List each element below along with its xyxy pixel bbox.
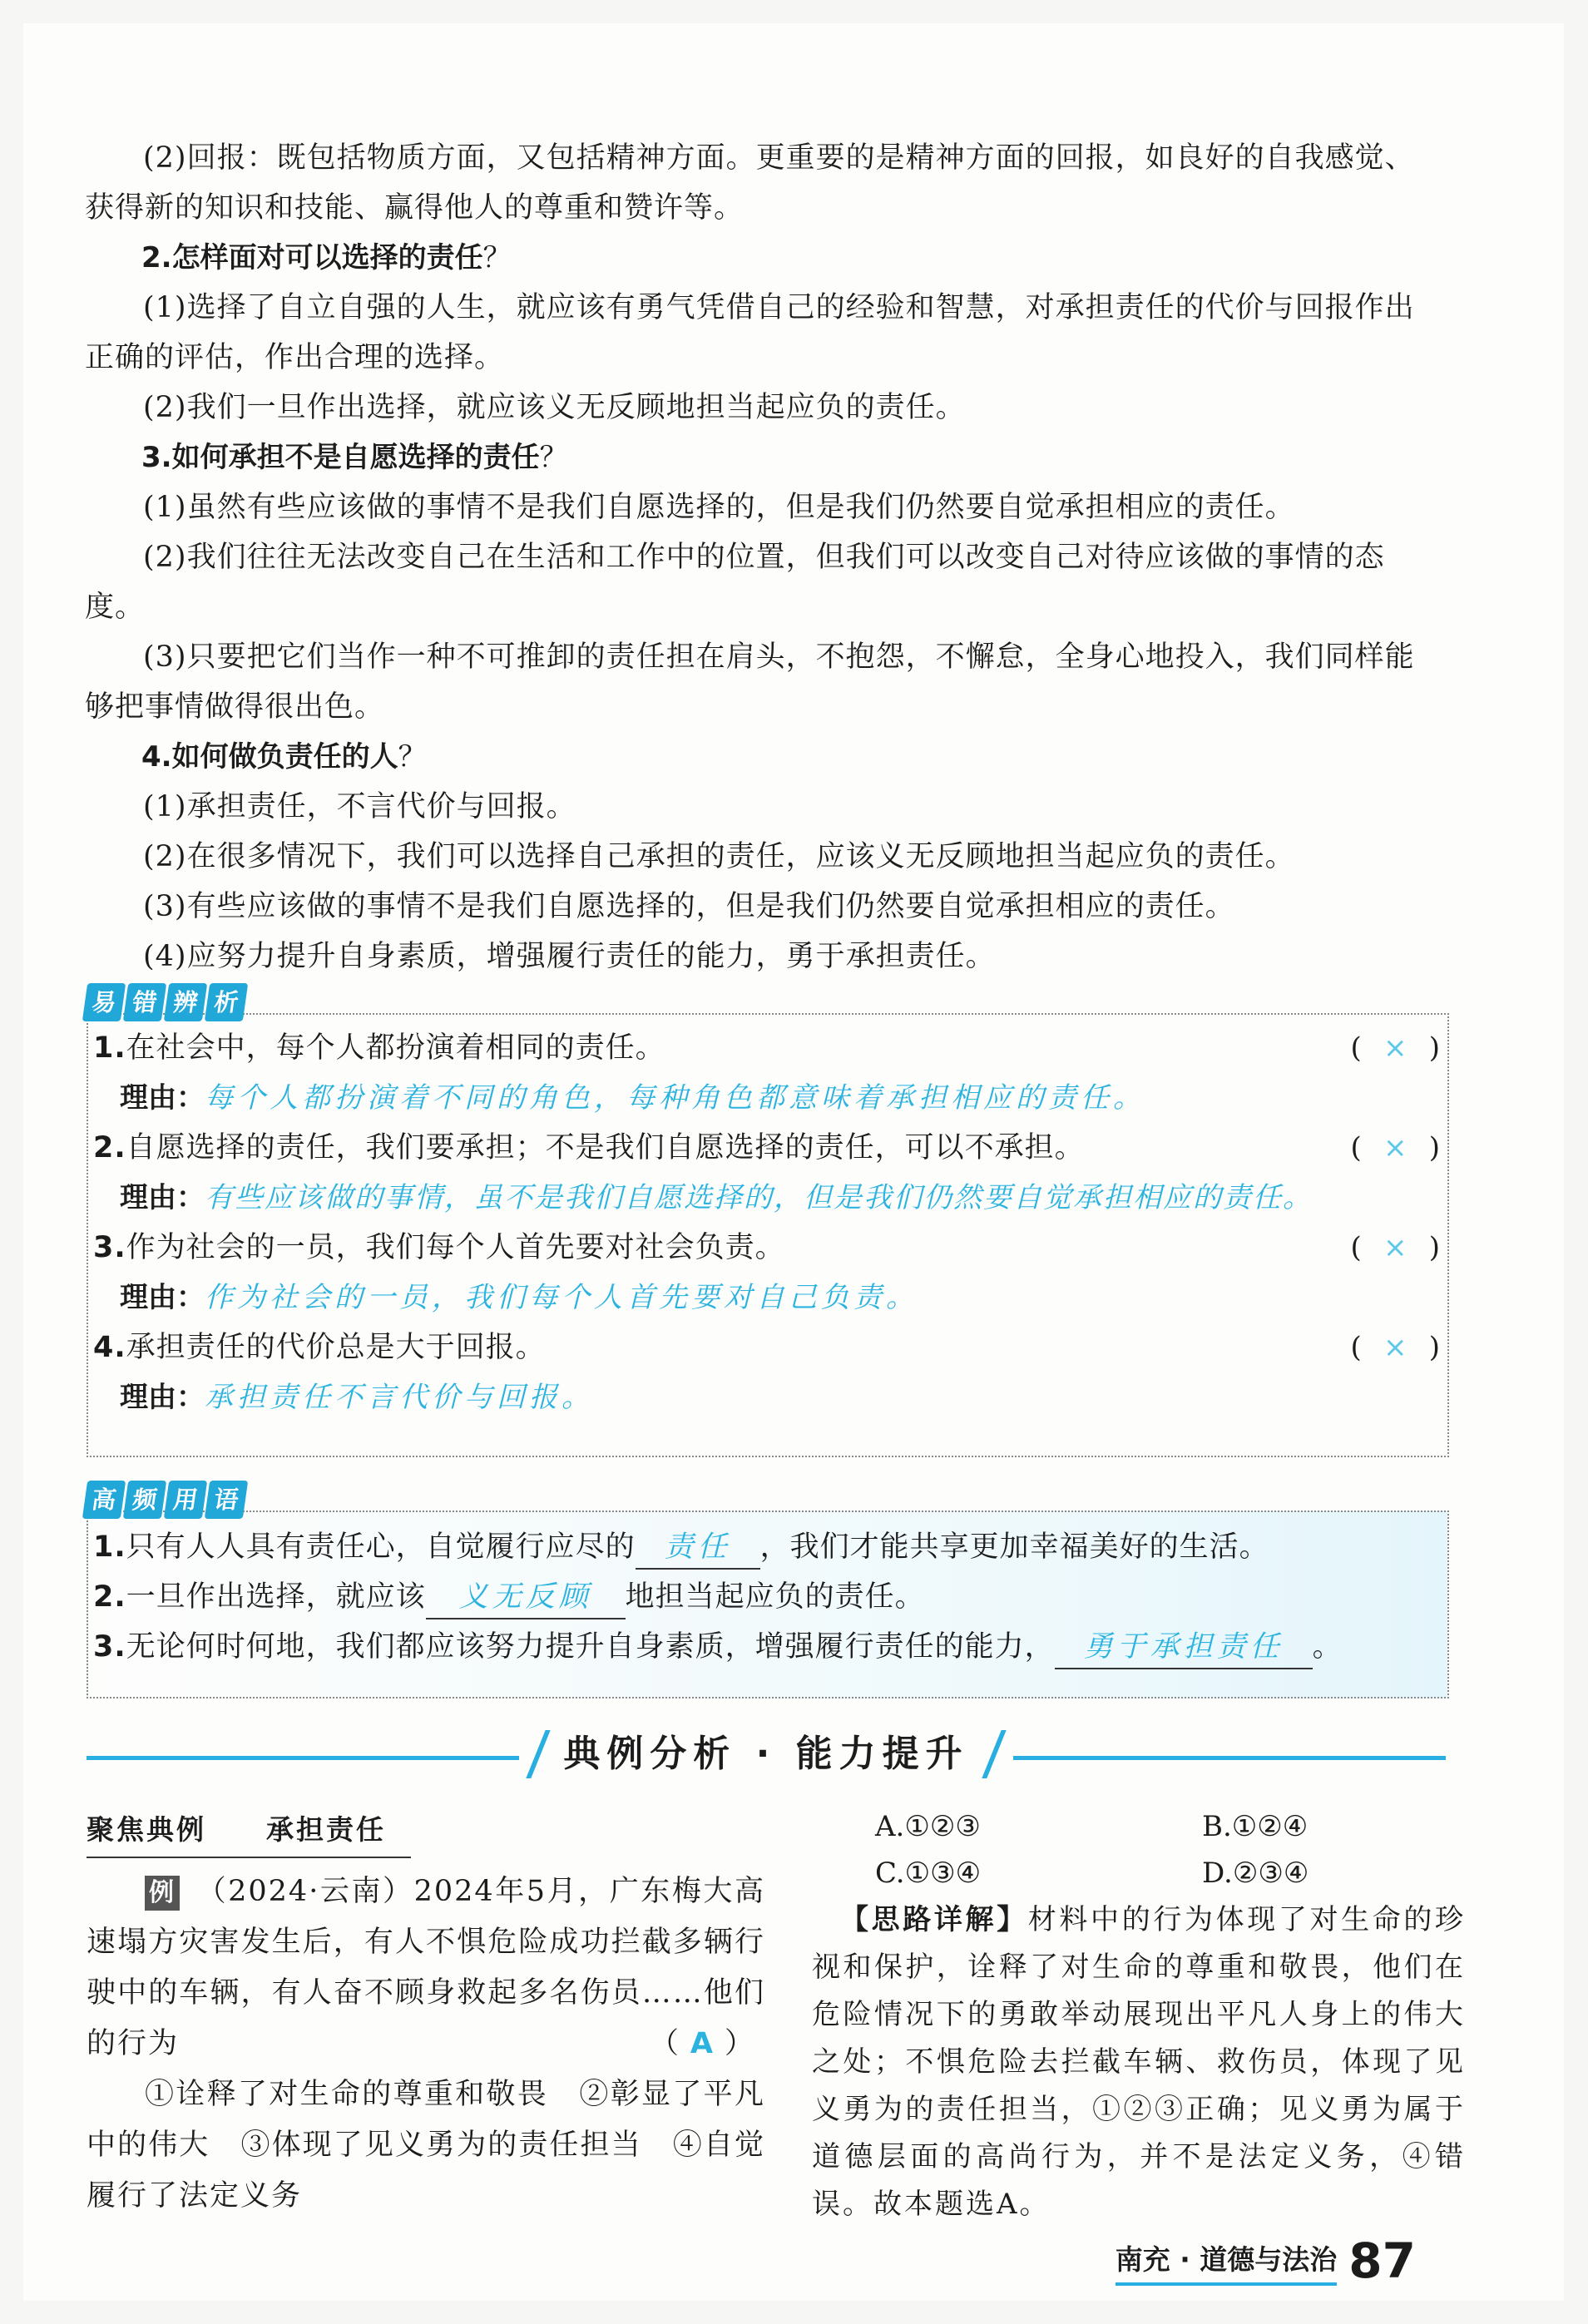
tag-char: 频 [123,1481,166,1519]
item-number: 1. [93,1530,126,1564]
tag-char: 错 [123,983,166,1021]
judge-bracket: ( × ) [1350,1223,1441,1273]
tag-char: 语 [205,1481,248,1519]
item-text: 自愿选择的责任，我们要承担；不是我们自愿选择的责任，可以不承担。 [126,1131,1085,1164]
item-number: 2. [93,1580,126,1614]
mistakes-box [87,988,1449,1457]
analysis-text: 材料中的行为体现了对生命的珍视和保护，诠释了对生命的尊重和敬畏，他们在危险情况下的勇敢举动展现出平凡人身上的伟大之处；不惧危险去拦截车辆、救伤员，体现了见义勇为的责任担当，①②③正确；见义勇为属于道德层面的高尚行为，并不是法定义务，④错误。故本题选A。 [812,1903,1467,2221]
paragraph: (1)虽然有些应该做的事情不是我们自愿选择的，但是我们仍然要自觉承担相应的责任。 [143,491,1295,524]
option-a: A.①②③ [875,1810,981,1843]
item-number: 1. [93,1031,126,1065]
focus-heading: 聚焦典例 承担责任 [87,1803,411,1858]
item-text: 在社会中，每个人都扮演着相同的责任。 [126,1031,665,1065]
reason-text: 承担责任不言代价与回报。 [205,1381,594,1414]
paragraph: (2)在很多情况下，我们可以选择自己承担的责任，应该义无反顾地担当起应负的责任。 [143,840,1295,873]
mistakes-tag [85,983,245,1023]
phrase-text: 只有人人具有责任心，自觉履行应尽的 [126,1530,636,1564]
option-b: B.①②④ [1202,1810,1308,1843]
item-text: 承担责任的代价总是大于回报。 [126,1331,546,1364]
option-c: C.①③④ [875,1857,982,1890]
example-right-column [812,1803,1466,2228]
page-number: 87 [1348,2233,1416,2289]
reason-label: 理由： [120,1281,205,1314]
question-mark: ？ [398,740,427,774]
phrase-text: 地担当起应负的责任。 [625,1580,925,1614]
heading-4 [85,732,1437,782]
paragraph: (2)回报：既包括物质方面，又包括精神方面。更重要的是精神方面的回报，如良好的自我感觉、获得新的知识和技能、赢得他人的尊重和赞许等。 [85,141,1415,225]
tag-char: 用 [164,1481,207,1519]
item-number: 2. [93,1131,126,1164]
reason-text: 作为社会的一员，我们每个人首先要对自己负责。 [205,1281,918,1314]
judge-bracket: ( × ) [1350,1123,1441,1173]
cross-mark: × [1383,1131,1408,1164]
judge-bracket: ( × ) [1350,1023,1441,1073]
phrases-box [87,1486,1449,1698]
fill-blank: 勇于承担责任 [1055,1626,1313,1669]
reason-label: 理由： [120,1181,205,1214]
reason-line [88,1073,1447,1123]
tag-char: 析 [205,983,248,1021]
tag-char: 高 [82,1481,126,1519]
item-number: 3. [93,1630,126,1664]
phrase-text: ，我们才能共享更加幸福美好的生活。 [759,1530,1269,1564]
mistake-item [88,1223,1447,1273]
reason-line [88,1372,1447,1422]
item-number: 3. [93,1231,126,1264]
mistake-item [88,1023,1447,1073]
fill-blank: 义无反顾 [426,1576,626,1619]
item-text: 作为社会的一员，我们每个人首先要对社会负责。 [126,1231,785,1264]
reason-label: 理由： [120,1081,205,1115]
page-footer [1115,2228,1416,2289]
mistake-item [88,1123,1447,1173]
reason-line [88,1273,1447,1323]
judge-bracket: ( × ) [1350,1323,1441,1372]
heading-text: 2.怎样面对可以选择的责任 [141,241,483,274]
example-label: 例 [145,1876,180,1911]
paragraph: (3)只要把它们当作一种不可推卸的责任担在肩头，不抱怨，不懈怠，全身心地投入，我们同样能够把事情做得很出色。 [85,640,1415,724]
reason-line [88,1173,1447,1223]
section-banner [87,1718,1446,1793]
phrases-tag [85,1481,245,1520]
phrase-item [88,1572,1447,1622]
stem-text: （2024·云南）2024年5月，广东梅大高速塌方灾害发生后，有人不惧危险成功拦截多辆行驶中的车辆，有人奋不顾身救起多名伤员……他们的行为 [87,1875,765,2060]
reason-label: 理由： [120,1381,205,1414]
heading-2 [85,233,1437,283]
phrase-item [88,1522,1447,1572]
paragraph: (4)应努力提升自身素质，增强履行责任的能力，勇于承担责任。 [143,940,996,973]
item-number: 4. [93,1331,126,1364]
cross-mark: × [1383,1231,1408,1264]
paragraph: (1)选择了自立自强的人生，就应该有勇气凭借自己的经验和智慧，对承担责任的代价与回报作出正确的评估，作出合理的选择。 [85,291,1415,374]
mistake-item [88,1323,1447,1372]
bracket-open: （ [649,2027,690,2060]
reason-text: 有些应该做的事情，虽不是我们自愿选择的，但是我们仍然要自觉承担相应的责任。 [205,1181,1313,1214]
question-mark: ？ [482,241,512,274]
reason-text: 每个人都扮演着不同的角色，每种角色都意味着承担相应的责任。 [205,1081,1145,1115]
paragraph: (1)承担责任，不言代价与回报。 [143,790,576,823]
heading-text: 4.如何做负责任的人 [141,740,398,774]
heading-3 [85,433,1437,482]
option-d: D.②③④ [1202,1857,1309,1890]
page [23,23,1564,2301]
options-row [812,1850,1466,1896]
cross-mark: × [1383,1331,1408,1364]
phrase-text: 一旦作出选择，就应该 [126,1580,426,1614]
phrase-text: 无论何时何地，我们都应该努力提升自身素质，增强履行责任的能力， [126,1630,1055,1664]
section-title: 典例分析 · 能力提升 [563,1733,969,1775]
question-mark: ？ [539,441,568,474]
options-row [812,1803,1466,1850]
heading-text: 3.如何承担不是自愿选择的责任 [141,441,540,474]
footer-label: 南充 · 道德与法治 [1116,2238,1338,2286]
tag-char: 易 [82,983,126,1021]
example-stem [87,1867,765,2069]
cross-mark: × [1383,1031,1408,1065]
example-left-column [87,1803,765,2222]
fill-blank: 责任 [636,1526,760,1570]
bracket-close: ） [724,2027,765,2060]
statements: ①诠释了对生命的尊重和敬畏 ②彰显了平凡中的伟大 ③体现了见义勇为的责任担当 ④自觉履行了法定义务 [87,2078,765,2213]
paragraph: (2)我们往往无法改变自己在生活和工作中的位置，但我们可以改变自己对待应该做的事情的态度。 [85,541,1385,624]
answer-bracket [591,2019,765,2069]
analysis-label: 【思路详解】 [840,1903,1028,1936]
analysis [812,1896,1466,2228]
paragraph: (2)我们一旦作出选择，就应该义无反顾地担当起应负的责任。 [143,391,966,424]
tag-char: 辨 [164,983,207,1021]
phrase-text: 。 [1312,1630,1343,1664]
paragraph: (3)有些应该做的事情不是我们自愿选择的，但是我们仍然要自觉承担相应的责任。 [143,890,1235,923]
phrase-item [88,1622,1447,1672]
answer-value: A [690,2027,725,2060]
knowledge-section [85,133,1437,982]
